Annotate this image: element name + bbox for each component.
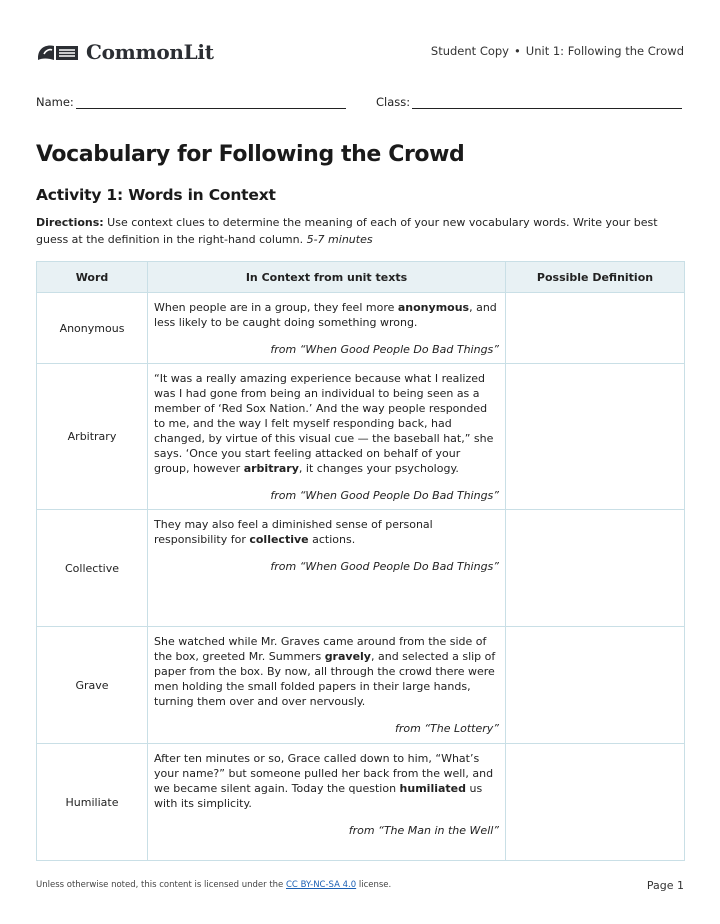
page-number: Page 1 — [646, 879, 684, 892]
vocab-word-bold: humiliated — [399, 782, 466, 795]
table-row — [37, 293, 685, 364]
context-source: from “When Good People Do Bad Things” — [270, 343, 499, 356]
vocab-word-bold: anonymous — [397, 301, 470, 314]
header-context: In Context from unit texts — [148, 262, 506, 293]
header-definition: Possible Definition — [506, 262, 685, 293]
directions-label: Directions: — [36, 216, 104, 229]
class-line[interactable] — [412, 94, 682, 109]
vocab-word-bold: collective — [249, 533, 309, 546]
header-subtitle — [431, 44, 684, 58]
definition-cell[interactable] — [506, 293, 685, 364]
context-source: from “When Good People Do Bad Things” — [270, 560, 499, 573]
table-row — [37, 744, 685, 861]
context-cell — [148, 627, 506, 744]
separator-dot: • — [514, 44, 521, 58]
page-header — [36, 38, 684, 66]
page-footer — [36, 880, 684, 894]
name-label: Name: — [36, 95, 74, 109]
activity-title: Activity 1: Words in Context — [36, 186, 276, 204]
header-word: Word — [37, 262, 148, 293]
vocab-word-bold: arbitrary — [243, 462, 299, 475]
directions-time: 5-7 minutes — [306, 233, 373, 246]
license-text: Unless otherwise noted, this content is licensed under the CC BY-NC-SA 4.0 license. — [36, 880, 392, 890]
context-cell — [148, 293, 506, 364]
name-class-fields — [36, 94, 684, 114]
table-row — [37, 364, 685, 510]
table-row — [37, 627, 685, 744]
directions — [36, 214, 684, 248]
word-cell: Arbitrary — [37, 364, 148, 510]
context-source: from “The Man in the Well” — [348, 824, 499, 837]
word-cell: Humiliate — [37, 744, 148, 861]
name-line[interactable] — [76, 94, 346, 109]
definition-cell[interactable] — [506, 364, 685, 510]
unit-label: Unit 1: Following the Crowd — [525, 44, 684, 58]
vocabulary-table — [36, 261, 685, 861]
class-label: Class: — [376, 95, 411, 109]
book-logo-icon — [36, 42, 80, 62]
definition-cell[interactable] — [506, 744, 685, 861]
brand-name: CommonLit — [86, 40, 214, 64]
context-quote: “It was a really amazing experience because what I realized was I had gone from being an individual to being seen as a member of ‘Red Sox Nation.’ And the way people responded to me, and the way I felt myself responding back, had changed, by virtue of this visual cue — the baseball hat,” she says. ‘Once you start feeling attacked on behalf of your group, however arbitrary, it changes your psychology. — [154, 372, 494, 475]
word-cell: Collective — [37, 510, 148, 627]
context-quote: After ten minutes or so, Grace called down to him, “What’s your name?” but someone pulled her back from the well, and we became silent again. Today the question humiliated us with its simplicity. — [154, 752, 494, 810]
license-link[interactable]: CC BY-NC-SA 4.0 — [286, 880, 357, 890]
definition-cell[interactable] — [506, 627, 685, 744]
context-source: from “The Lottery” — [395, 722, 499, 735]
student-copy-label: Student Copy — [430, 44, 509, 58]
page-title: Vocabulary for Following the Crowd — [36, 142, 465, 167]
directions-text: Use context clues to determine the meaning of each of your new vocabulary words. Write your best guess at the definition in the right-hand column. — [36, 216, 658, 246]
word-cell: Grave — [37, 627, 148, 744]
table-header-row — [37, 262, 685, 293]
context-quote: She watched while Mr. Graves came around from the side of the box, greeted Mr. Summers gravely, and selected a slip of paper from the box. By now, all through the crowd there were men holding the small folded papers in their large hands, turning them over and over nervously. — [154, 635, 496, 708]
context-source: from “When Good People Do Bad Things” — [270, 489, 499, 502]
definition-cell[interactable] — [506, 510, 685, 627]
context-quote: When people are in a group, they feel more anonymous, and less likely to be caught doing something wrong. — [154, 301, 497, 329]
vocab-word-bold: gravely — [324, 650, 371, 663]
word-cell: Anonymous — [37, 293, 148, 364]
class-field[interactable] — [376, 94, 682, 109]
commonlit-logo — [36, 38, 214, 66]
context-quote: They may also feel a diminished sense of personal responsibility for collective actions. — [154, 518, 433, 546]
name-field[interactable] — [36, 94, 346, 109]
context-cell — [148, 744, 506, 861]
table-row — [37, 510, 685, 627]
context-cell — [148, 510, 506, 627]
context-cell — [148, 364, 506, 510]
